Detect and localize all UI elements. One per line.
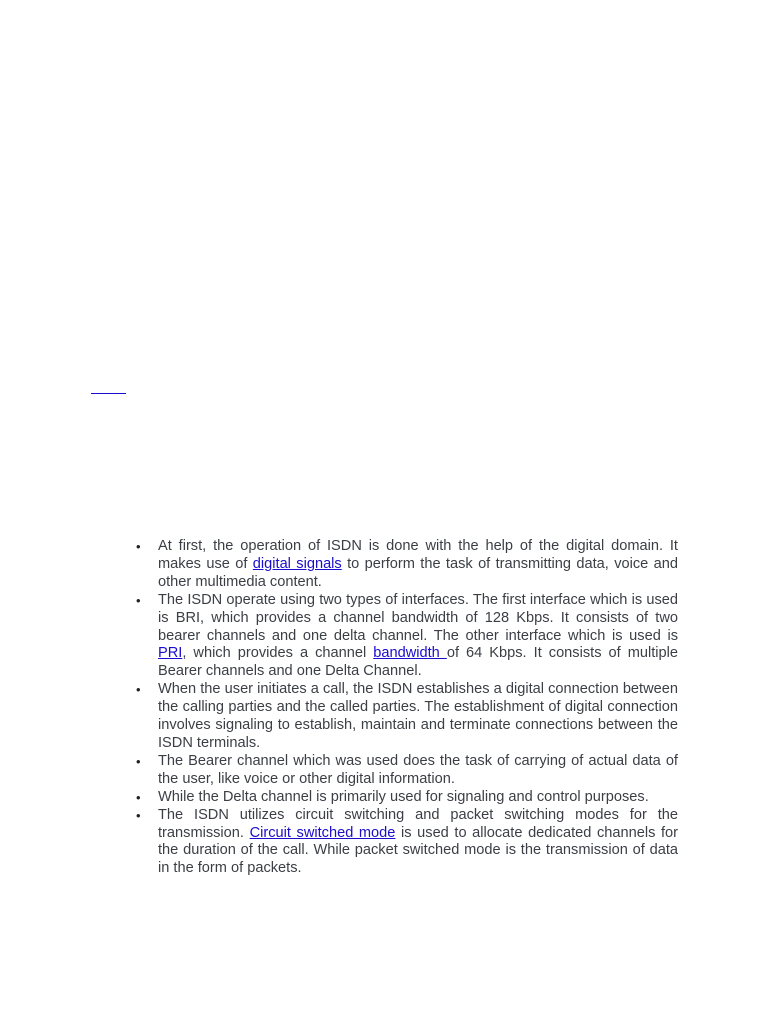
- bullet-5-text: While the Delta channel is primarily used for signaling and control purposes.: [158, 788, 649, 805]
- bullet-item: [136, 789, 678, 807]
- bandwidth-link[interactable]: bandwidth: [373, 645, 447, 662]
- bullet-item: [136, 538, 678, 592]
- bullet-1-text-start: At first, the operation of ISDN is done with the help of the digital domain. It makes use of: [158, 538, 678, 572]
- bullet-item: [136, 807, 678, 879]
- bullet-item: [136, 681, 678, 753]
- bullet-2-text-start: The ISDN operate using two types of interfaces. The first interface which is used is BRI, which provides a channel bandwidth of 128 Kbps. It consists of two bearer channels and one delta channel. The other interface which is used is: [158, 591, 678, 644]
- bullet-6-text-end: is used to allocate dedicated channels for the duration of the call. While packet switched mode is the transmission of data in the form of packets.: [158, 824, 679, 877]
- pri-link[interactable]: PRI: [158, 645, 183, 662]
- bullet-1-text-end: to perform the task of transmitting data, voice and other multimedia content.: [158, 555, 679, 590]
- empty-link[interactable]: [91, 393, 126, 394]
- bullet-item: [136, 592, 678, 682]
- isdn-bullet-list: [136, 538, 678, 878]
- circuit-switched-mode-link[interactable]: Circuit switched mode: [249, 824, 396, 841]
- digital-signals-link[interactable]: digital signals: [252, 555, 342, 572]
- bullet-2-text-middle: , which provides a channel: [182, 645, 374, 662]
- bullet-item: [136, 753, 678, 789]
- bullet-2-text-end: of 64 Kbps. It consists of multiple Bearer channels and one Delta Channel.: [158, 645, 679, 680]
- bullet-3-text: When the user initiates a call, the ISDN establishes a digital connection between the calling parties and the called parties. The establishment of digital connection involves signaling to establish, maintain and terminate connections between the ISDN terminals.: [158, 681, 678, 751]
- bullet-6-text-start: The ISDN utilizes circuit switching and packet switching modes for the transmission.: [158, 806, 678, 841]
- bullet-4-text: The Bearer channel which was used does the task of carrying of actual data of the user, like voice or other digital information.: [158, 752, 678, 787]
